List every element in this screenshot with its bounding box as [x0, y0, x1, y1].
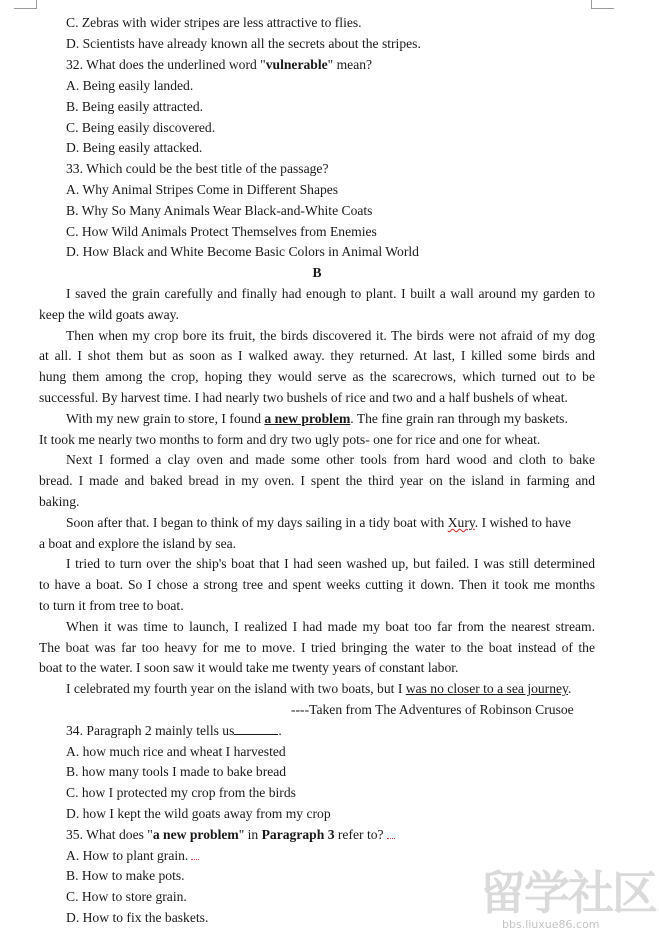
q35-option-d: D. How to fix the baskets.: [66, 910, 209, 925]
passage-p3-line2: It took me nearly two months to form and dry two ugly pots- one for rice and one for wheat.: [39, 432, 541, 447]
xury-name: Xury: [447, 515, 475, 530]
passage-p5-line2: a boat and explore the island by sea.: [39, 536, 237, 551]
passage-p2-line4: successful. By harvest time. I had nearly two bushels of rice and two and a half bushels of wheat.: [39, 390, 568, 405]
q35-option-a: A. How to plant grain.: [66, 845, 595, 866]
passage-p6-line1: I tried to turn over the ship's boat that I had seen washed up, but failed. I was still determined: [66, 556, 595, 571]
section-b-heading: B: [312, 265, 322, 280]
q34-stem: 34. Paragraph 2 mainly tells us .: [66, 723, 282, 738]
q32-option-c: C. Being easily discovered.: [66, 120, 216, 135]
q33-option-b: B. Why So Many Animals Wear Black-and-White Coats: [66, 203, 373, 218]
q33-option-a: A. Why Animal Stripes Come in Different Shapes: [66, 182, 339, 197]
passage-p6-line3: to turn it from tree to boat.: [39, 598, 184, 613]
a-new-problem-phrase: a new problem: [264, 411, 351, 426]
passage-p4-line2: bread. I made and baked bread in my oven. I spent the third year on the island in farming and: [39, 473, 595, 488]
q34-answer-blank: [234, 721, 278, 735]
passage-p4-line3: baking.: [39, 494, 80, 509]
passage-p1-line2: keep the wild goats away.: [39, 307, 179, 322]
watermark-logo-text: 留学社区: [480, 866, 656, 920]
q34-option-a: A. how much rice and wheat I harvested: [66, 744, 286, 759]
q35-stem: 35. What does "a new problem" in Paragraph 3 refer to?: [66, 824, 595, 845]
spellcheck-mark: [387, 833, 395, 839]
q33-stem: 33. Which could be the best title of the passage?: [66, 161, 329, 176]
passage-p7-line1: When it was time to launch, I realized I had made my boat too far from the nearest stream.: [66, 619, 595, 634]
passage-p4-line1: Next I formed a clay oven and made some other tools from hard wood and cloth to bake: [66, 452, 595, 467]
passage-p6-line2: to have a boat. So I chose a strong tree and spent weeks cutting it down. Then it took me months: [39, 577, 595, 592]
passage-p7-line2: The boat was far too heavy for me to move. I tried bringing the water to the boat instead of the: [39, 640, 595, 655]
q32-keyword: vulnerable: [265, 57, 328, 72]
q34-option-c: C. how I protected my crop from the birds: [66, 785, 296, 800]
q33-option-d: D. How Black and White Become Basic Colors in Animal World: [66, 244, 419, 259]
watermark-url: bbs.liuxue86.com: [502, 918, 600, 931]
passage-p7-line3: boat to the water. I soon saw it would take me twenty years of constant labor.: [39, 660, 459, 675]
q34-option-b: B. how many tools I made to bake bread: [66, 764, 287, 779]
q32-option-a: A. Being easily landed.: [66, 78, 194, 93]
passage-p3-line1: With my new grain to store, I found a new problem. The fine grain ran through my baskets.: [66, 411, 568, 426]
site-watermark: [480, 866, 656, 936]
q31-option-c: C. Zebras with wider stripes are less attractive to flies.: [66, 15, 362, 30]
page-corner-mark-left: [14, 0, 37, 9]
q32-option-d: D. Being easily attacked.: [66, 140, 203, 155]
spellcheck-mark: [191, 854, 199, 860]
passage-p1-line1: I saved the grain carefully and finally had enough to plant. I built a wall around my garden to: [66, 286, 595, 301]
passage-p2-line1: Then when my crop bore its fruit, the birds discovered it. The birds were not afraid of my dog: [66, 328, 595, 343]
passage-p8: I celebrated my fourth year on the island with two boats, but I was no closer to a sea journey.: [66, 681, 572, 696]
q35-option-c: C. How to store grain.: [66, 889, 187, 904]
passage-p2-line2: at all. I shot them but as soon as I walked away. they returned. At last, I killed some birds and: [39, 348, 595, 363]
q32-stem: 32. What does the underlined word "vulnerable" mean?: [66, 57, 373, 72]
page-corner-mark-right: [591, 0, 614, 9]
passage-source: ----Taken from The Adventures of Robinson Crusoe: [291, 702, 574, 717]
underlined-sea-journey: was no closer to a sea journey: [405, 681, 568, 696]
q34-option-d: D. how I kept the wild goats away from my crop: [66, 806, 331, 821]
q33-option-c: C. How Wild Animals Protect Themselves from Enemies: [66, 224, 377, 239]
q32-option-b: B. Being easily attracted.: [66, 99, 204, 114]
q35-option-b: B. How to make pots.: [66, 868, 185, 883]
q31-option-d: D. Scientists have already known all the secrets about the stripes.: [66, 36, 421, 51]
passage-p2-line3: hung them among the crop, hoping they would serve as the scarecrows, which turned out to be: [39, 369, 595, 384]
passage-p5-line1: Soon after that. I began to think of my days sailing in a tidy boat with Xury. I wished to have: [66, 515, 572, 530]
